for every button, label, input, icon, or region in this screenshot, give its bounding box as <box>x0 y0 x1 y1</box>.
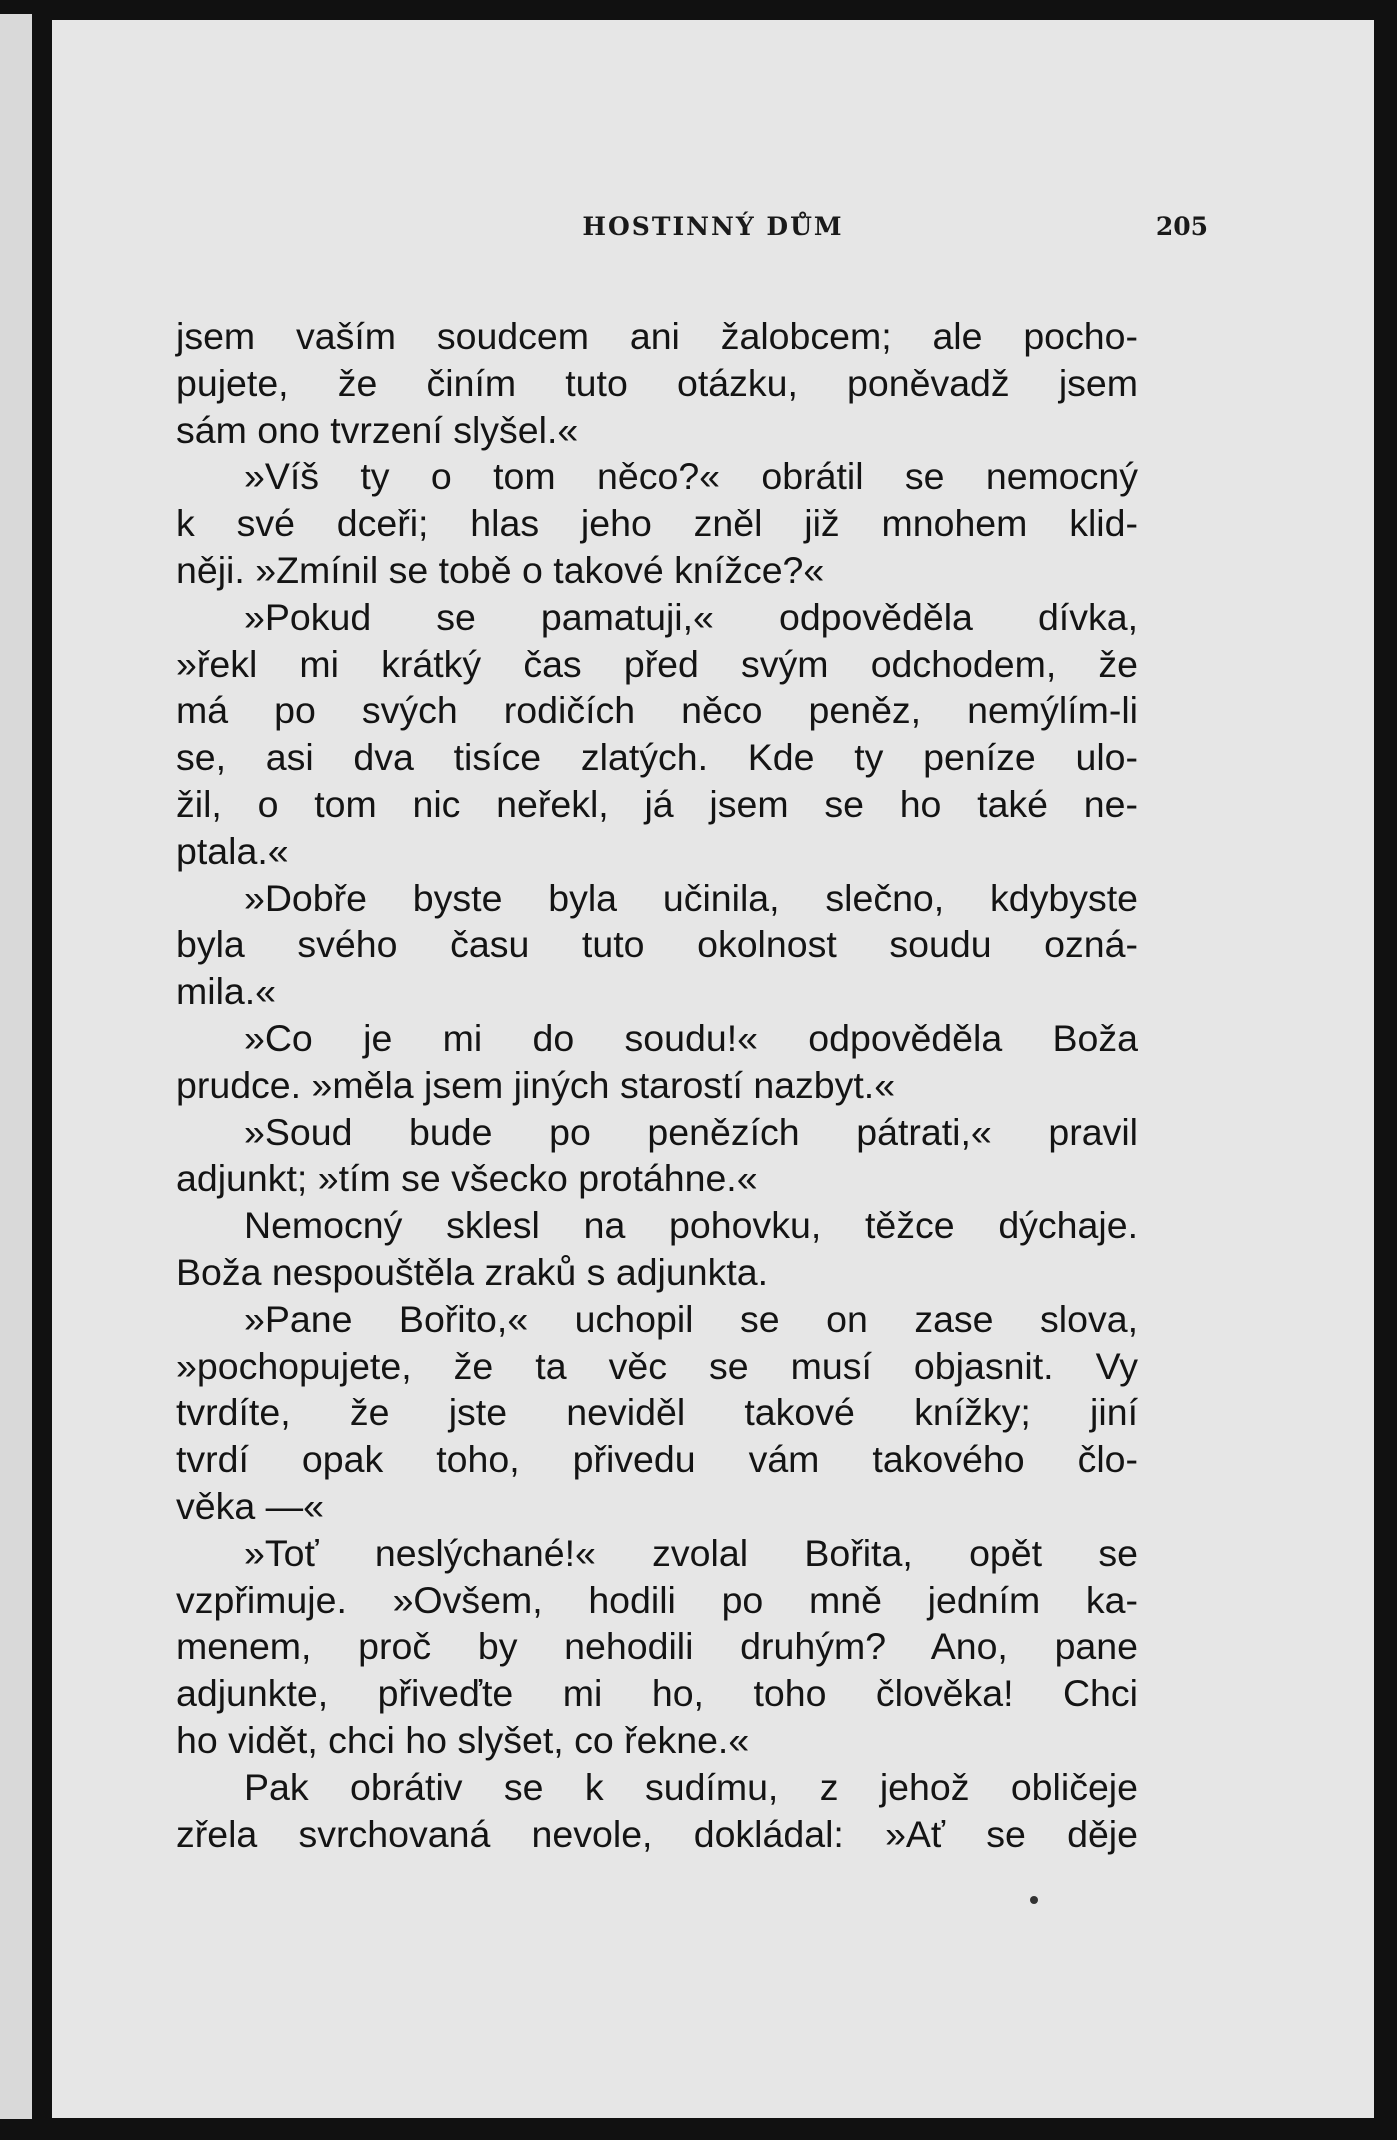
running-title: HOSTINNÝ DŮM <box>582 212 844 241</box>
page-header <box>52 212 1374 252</box>
text-line: se, asi dva tisíce zlatých. Kde ty peníze ulo- <box>176 736 1138 779</box>
text-line: mila.« <box>176 970 277 1013</box>
text-line: »pochopujete, že ta věc se musí objasnit. Vy <box>176 1344 1138 1387</box>
text-line: k své dceři; hlas jeho zněl již mnohem klid- <box>176 502 1138 545</box>
text-line: byla svého času tuto okolnost soudu ozná- <box>176 923 1138 966</box>
text-line: »řekl mi krátký čas před svým odchodem, že <box>176 642 1138 685</box>
body-text <box>176 313 1138 1857</box>
print-speck <box>1030 1896 1038 1904</box>
text-line: »Co je mi do soudu!« odpověděla Boža <box>244 1016 1138 1059</box>
text-line: Pak obrátiv se k sudímu, z jehož obličeje <box>244 1765 1138 1808</box>
text-line: »Pokud se pamatuji,« odpověděla dívka, <box>244 595 1138 638</box>
text-line: tvrdíte, že jste neviděl takové knížky; jiní <box>176 1391 1138 1434</box>
text-line: »Toť neslýchané!« zvolal Bořita, opět se <box>244 1531 1138 1574</box>
text-line: žil, o tom nic neřekl, já jsem se ho také ne- <box>176 782 1138 825</box>
text-line: »Soud bude po penězích pátrati,« pravil <box>244 1110 1138 1153</box>
text-line: menem, proč by nehodili druhým? Ano, pane <box>176 1625 1138 1668</box>
text-line: sám ono tvrzení slyšel.« <box>176 408 579 451</box>
text-line: »Víš ty o tom něco?« obrátil se nemocný <box>244 455 1138 498</box>
text-line: tvrdí opak toho, přivedu vám takového člo- <box>176 1438 1138 1481</box>
text-line: »Dobře byste byla učinila, slečno, kdybyste <box>244 876 1138 919</box>
text-line: adjunkte, přiveďte mi ho, toho člověka! Chci <box>176 1672 1138 1715</box>
text-line: ptala.« <box>176 829 289 872</box>
text-line: Nemocný sklesl na pohovku, těžce dýchaje. <box>244 1204 1138 1247</box>
book-page <box>52 20 1374 2118</box>
text-line: pujete, že činím tuto otázku, poněvadž jsem <box>176 361 1138 404</box>
text-line: má po svých rodičích něco peněz, nemýlím-li <box>176 689 1138 732</box>
text-line: vzpřimuje. »Ovšem, hodili po mně jedním ka- <box>176 1578 1138 1621</box>
page-number: 205 <box>1155 212 1208 241</box>
text-line: prudce. »měla jsem jiných starostí nazbyt.« <box>176 1063 896 1106</box>
text-line: Boža nespouštěla zraků s adjunkta. <box>176 1250 769 1293</box>
text-line: »Pane Bořito,« uchopil se on zase slova, <box>244 1297 1138 1340</box>
text-line: ho vidět, chci ho slyšet, co řekne.« <box>176 1718 750 1761</box>
text-line: jsem vaším soudcem ani žalobcem; ale pocho- <box>176 315 1138 357</box>
text-line: zřela svrchovaná nevole, dokládal: »Ať se děje <box>176 1812 1138 1855</box>
text-line: něji. »Zmínil se tobě o takové knížce?« <box>176 548 825 591</box>
adjacent-page-edge <box>0 14 32 2119</box>
text-line: věka —« <box>176 1484 324 1527</box>
text-line: adjunkt; »tím se všecko protáhne.« <box>176 1157 758 1200</box>
